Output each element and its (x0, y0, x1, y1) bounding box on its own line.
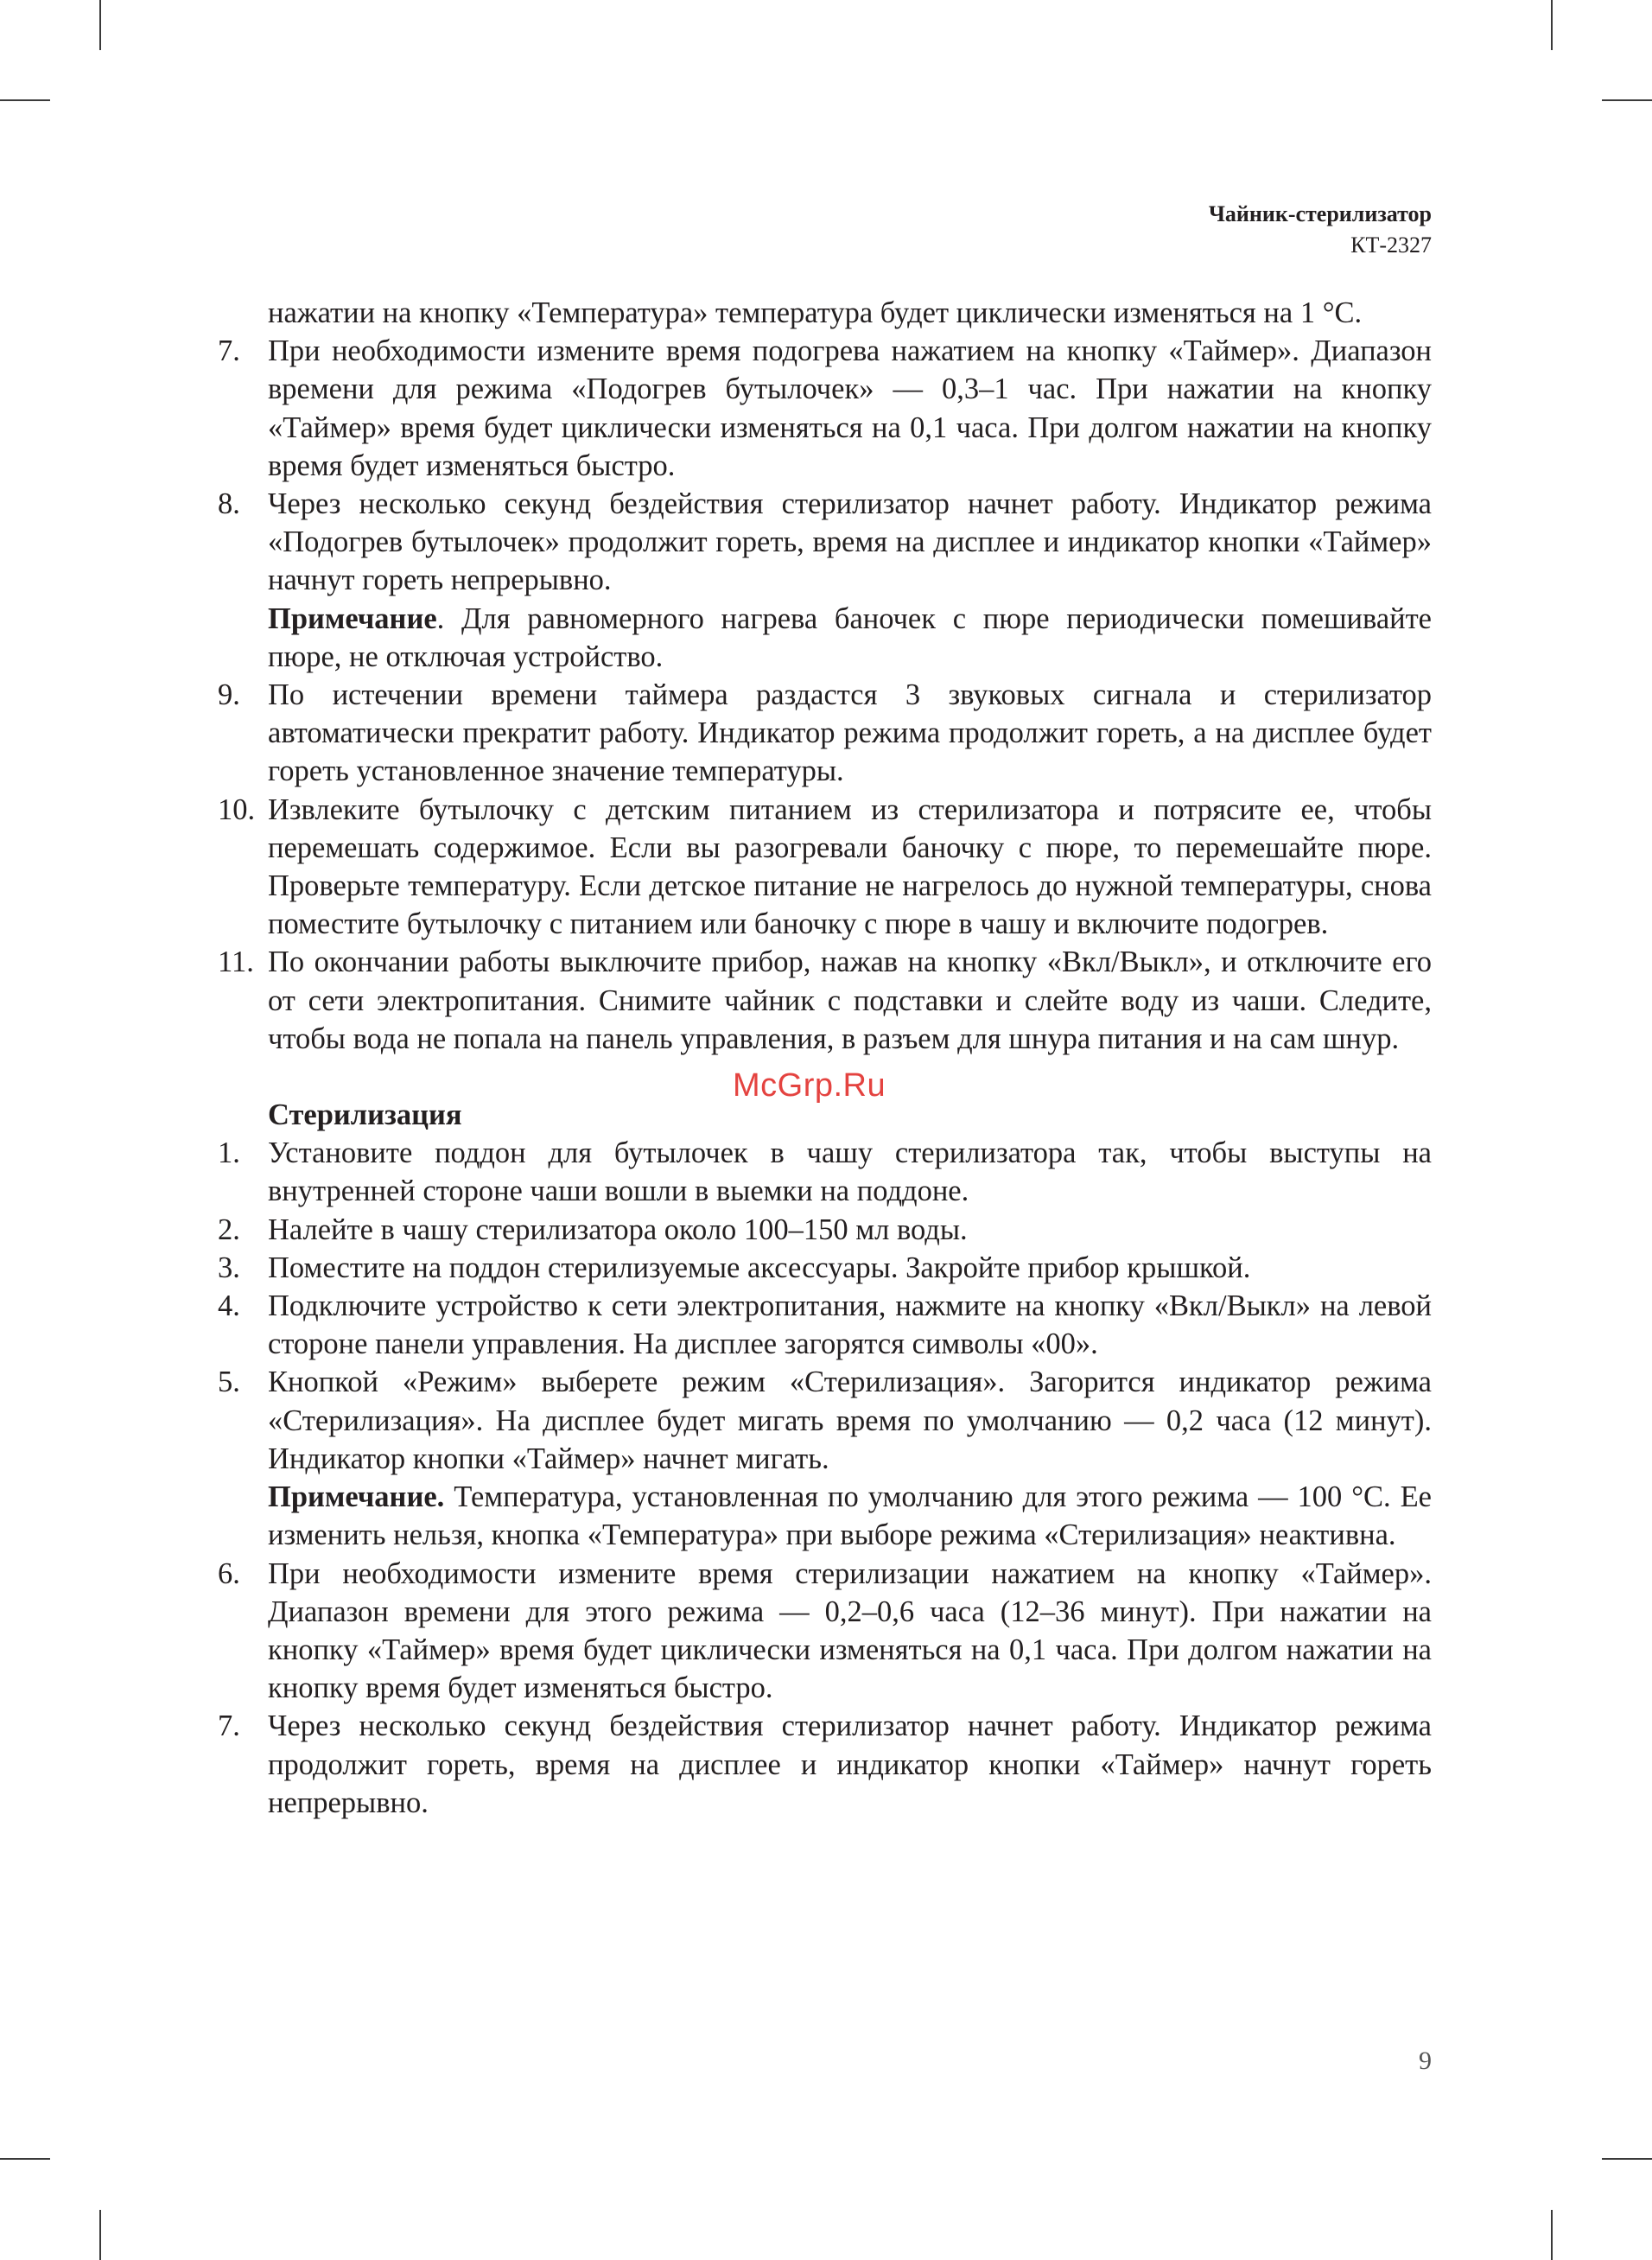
note (216, 1478, 1432, 1554)
crop-mark (1602, 99, 1652, 101)
note-label: Примечание (268, 602, 437, 635)
item-number: 2. (218, 1213, 240, 1246)
intro-continuation: нажатии на кнопку «Температура» температура будет циклически изменяться на 1 °C. (268, 296, 1363, 329)
list-item (216, 1555, 1432, 1708)
item-number: 1. (218, 1136, 240, 1170)
list-item (216, 943, 1432, 1058)
header-title: Чайник-стерилизатор (1208, 201, 1432, 226)
page-number: 9 (1419, 2047, 1432, 2075)
list-item (216, 676, 1432, 791)
running-header (1209, 199, 1432, 261)
item-text: Через несколько секунд бездействия стерилизатор начнет работу. Индикатор режима продолжит гореть, время на дисплее и индикатор кнопки «Таймер» начнут гореть непрерывно. (268, 1709, 1432, 1819)
item-number: 8. (218, 487, 240, 521)
page-content (216, 294, 1432, 1822)
list-item (216, 1287, 1432, 1363)
note-label: Примечание. (268, 1480, 445, 1514)
item-text: Кнопкой «Режим» выберете режим «Стерилизация». Загорится индикатор режима «Стерилизация». На дисплее будет мигать время по умолчанию — 0,2 часа (12 минут). Индикатор кнопки «Таймер» начнет мигать. (268, 1366, 1432, 1475)
list-item (216, 1363, 1432, 1478)
list-item (216, 1249, 1432, 1287)
note-text: . Для равномерного нагрева баночек с пюре периодически помешивайте пюре, не отключая устройство. (268, 602, 1432, 673)
item-text: Подключите устройство к сети электропитания, нажмите на кнопку «Вкл/Выкл» на левой стороне панели управления. На дисплее загорятся символы «00». (268, 1289, 1432, 1361)
item-number: 11. (218, 945, 254, 979)
crop-mark (99, 2210, 101, 2260)
crop-mark (1602, 2158, 1652, 2160)
list-item (216, 332, 1432, 485)
crop-mark (1551, 2210, 1553, 2260)
item-number: 9. (218, 678, 240, 712)
item-number: 10. (218, 793, 256, 826)
watermark: McGrp.Ru (733, 1067, 886, 1104)
item-text: Через несколько секунд бездействия стерилизатор начнет работу. Индикатор режима «Подогрев бутылочек» продолжит гореть, время на дисплее и индикатор кнопки «Таймер» начнут гореть непрерывно. (268, 487, 1432, 597)
item-text: Поместите на поддон стерилизуемые аксессуары. Закройте прибор крышкой. (268, 1251, 1251, 1284)
item-text: По окончании работы выключите прибор, нажав на кнопку «Вкл/Выкл», и отключите его от сети электропитания. Снимите чайник с подставки и слейте воду из чаши. Следите, чтобы вода не попала на панель управления, в разъем для шнура питания и на сам шнур. (268, 945, 1432, 1055)
list-item (216, 1707, 1432, 1822)
item-number: 4. (218, 1289, 240, 1323)
item-text: При необходимости измените время подогрева нажатием на кнопку «Таймер». Диапазон времени для режима «Подогрев бутылочек» — 0,3–1 час. При нажатии на кнопку «Таймер» время будет циклически изменяться на 0,1 часа. При долгом нажатии на кнопку время будет изменяться быстро. (268, 334, 1432, 482)
note-text: Температура, установленная по умолчанию для этого режима — 100 °C. Ее изменить нельзя, кнопка «Температура» при выборе режима «Стерилизация» неактивна. (268, 1480, 1432, 1552)
crop-mark (0, 2158, 50, 2160)
item-text: При необходимости измените время стерилизации нажатием на кнопку «Таймер». Диапазон времени для этого режима — 0,2–0,6 часа (12–36 минут). При нажатии на кнопку «Таймер» время будет циклически изменяться на 0,1 часа. При долгом нажатии на кнопку время будет изменяться быстро. (268, 1557, 1432, 1705)
list-item (216, 791, 1432, 944)
header-model: КТ-2327 (1350, 232, 1432, 258)
item-text: Извлеките бутылочку с детским питанием из стерилизатора и потрясите ее, чтобы перемешать содержимое. Если вы разогревали баночку с пюре, то перемешайте пюре. Проверьте температуру. Если детское питание не нагрелось до нужной температуры, снова поместите бутылочку с питанием или баночку с пюре в чашу и включите подогрев. (268, 793, 1432, 941)
item-number: 6. (218, 1557, 240, 1590)
item-text: Установите поддон для бутылочек в чашу стерилизатора так, чтобы выступы на внутренней стороне чаши вошли в выемки на поддоне. (268, 1136, 1432, 1208)
note (216, 600, 1432, 676)
list-item (216, 1134, 1432, 1210)
item-number: 5. (218, 1366, 240, 1399)
list-item (216, 1211, 1432, 1249)
crop-mark (99, 0, 101, 50)
item-text: По истечении времени таймера раздастся 3 звуковых сигнала и стерилизатор автоматически прекратит работу. Индикатор режима продолжит гореть, а на дисплее будет гореть установленное значение температуры. (268, 678, 1432, 788)
item-number: 3. (218, 1251, 240, 1284)
list-item (216, 485, 1432, 600)
crop-mark (1551, 0, 1553, 50)
section-title: Стерилизация (268, 1098, 462, 1132)
item-number: 7. (218, 334, 240, 368)
item-text: Налейте в чашу стерилизатора около 100–150 мл воды. (268, 1213, 968, 1246)
crop-mark (0, 99, 50, 101)
item-number: 7. (218, 1709, 240, 1743)
